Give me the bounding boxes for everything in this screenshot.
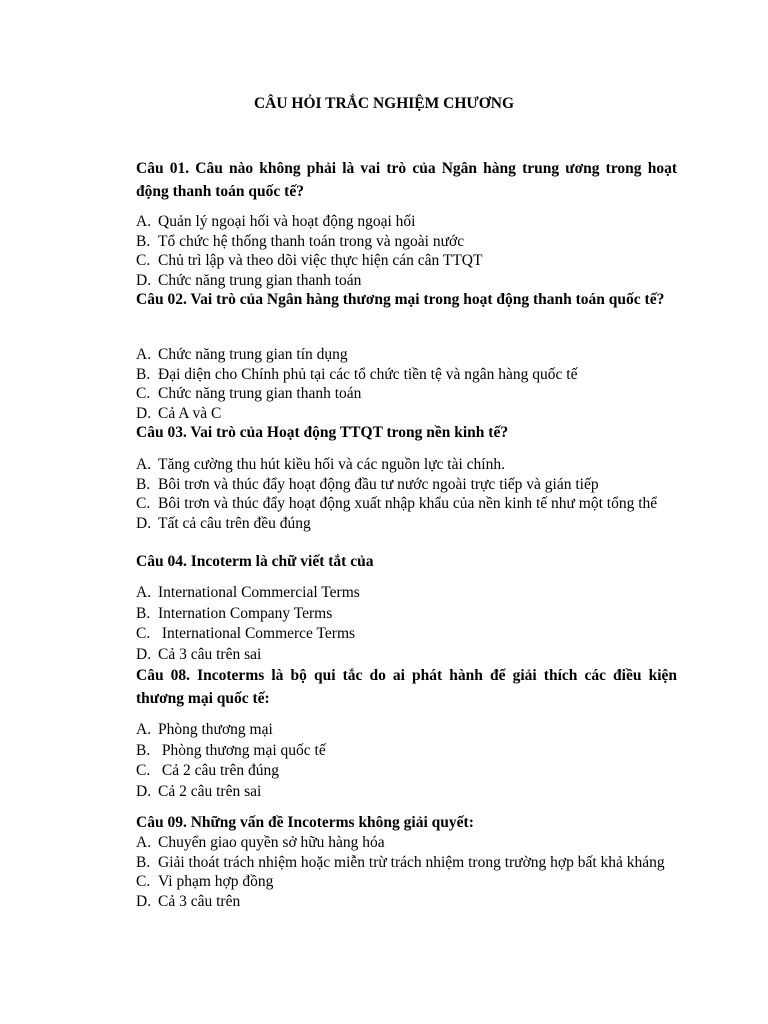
option-letter: B.: [136, 232, 151, 250]
option-text: International Commerce Terms: [158, 625, 356, 642]
option-c: [136, 494, 677, 514]
option-text: International Commercial Terms: [158, 584, 360, 601]
option-letter: C.: [136, 762, 151, 779]
option-letter: C.: [136, 873, 151, 890]
option-letter: B.: [136, 604, 151, 622]
question-01-options: [136, 212, 677, 290]
option-text: Internation Company Terms: [158, 604, 333, 622]
option-letter: A.: [136, 584, 152, 601]
option-b: [136, 475, 677, 495]
option-a: [136, 345, 677, 365]
option-letter: C.: [136, 495, 151, 512]
option-d: [136, 514, 677, 534]
option-c: [136, 251, 677, 271]
option-letter: C.: [136, 625, 151, 642]
option-text: Cả A và C: [158, 404, 222, 422]
question-02: Câu 02. Vai trò của Ngân hàng thương mại trong hoạt động thanh toán quốc tế?: [136, 291, 665, 308]
option-text: Chức năng trung gian thanh toán: [158, 385, 362, 402]
option-a: [136, 212, 677, 232]
option-text: Đại diện cho Chính phủ tại các tổ chức tiền tệ và ngân hàng quốc tế: [158, 365, 578, 383]
option-letter: B.: [136, 475, 151, 493]
option-text: Chức năng trung gian tín dụng: [158, 346, 348, 363]
option-a: [136, 455, 677, 475]
option-a: [136, 583, 677, 604]
option-b: [136, 741, 677, 762]
option-text: Phòng thương mại: [158, 721, 273, 738]
question-09: Câu 09. Những vấn đề Incoterms không giải quyết:: [136, 814, 474, 831]
option-text: Cả 2 câu trên sai: [158, 782, 262, 800]
option-b: [136, 365, 677, 385]
option-d: [136, 782, 677, 803]
option-letter: D.: [136, 645, 152, 663]
option-letter: A.: [136, 213, 152, 230]
document-title: CÂU HỎI TRẮC NGHIỆM CHƯƠNG: [253, 95, 515, 112]
option-c: [136, 872, 677, 892]
option-letter: C.: [136, 385, 151, 402]
option-letter: D.: [136, 404, 152, 422]
option-b: [136, 853, 677, 873]
option-letter: D.: [136, 892, 152, 910]
option-c: [136, 384, 677, 404]
question-02-options: [136, 345, 677, 423]
question-08: Câu 08. Incoterms là bộ qui tắc do ai phát hành để giải thích các điều kiện thương mại quốc tế:: [136, 667, 677, 707]
option-letter: B.: [136, 853, 151, 871]
option-text: Chức năng trung gian thanh toán: [158, 271, 362, 289]
option-b: [136, 604, 677, 625]
option-c: [136, 761, 677, 782]
option-text: Tất cả câu trên đều đúng: [158, 514, 311, 532]
option-text: Chuyển giao quyền sở hữu hàng hóa: [158, 834, 385, 851]
question-03: Câu 03. Vai trò của Hoạt động TTQT trong nền kinh tế?: [136, 424, 509, 441]
option-c: [136, 624, 677, 645]
option-b: [136, 232, 677, 252]
question-09-options: [136, 833, 677, 911]
option-text: Bôi trơn và thúc đẩy hoạt động xuất nhập khẩu của nền kinh tế như một tổng thể: [158, 495, 658, 512]
option-letter: A.: [136, 456, 152, 473]
option-text: Bôi trơn và thúc đẩy hoạt động đầu tư nước ngoài trực tiếp và gián tiếp: [158, 475, 599, 493]
question-04-options: [136, 583, 677, 665]
option-text: Cả 3 câu trên sai: [158, 645, 262, 663]
option-letter: A.: [136, 721, 152, 738]
question-08-options: [136, 720, 677, 802]
option-a: [136, 833, 677, 853]
option-a: [136, 720, 677, 741]
option-text: Vi phạm hợp đồng: [158, 873, 274, 890]
option-letter: A.: [136, 346, 152, 363]
option-d: [136, 645, 677, 666]
option-text: Quản lý ngoại hối và hoạt động ngoại hối: [158, 213, 416, 230]
option-letter: D.: [136, 782, 152, 800]
option-text: Chủ trì lập và theo dõi việc thực hiện cán cân TTQT: [158, 252, 483, 269]
option-letter: A.: [136, 834, 152, 851]
option-text: Tăng cường thu hút kiều hối và các nguồn lực tài chính.: [158, 456, 505, 473]
option-letter: B.: [136, 365, 151, 383]
question-03-options: [136, 455, 677, 533]
option-letter: D.: [136, 271, 152, 289]
question-01: Câu 01. Câu nào không phải là vai trò của Ngân hàng trung ương trong hoạt động thanh toán quốc tế?: [136, 160, 677, 200]
option-text: Phòng thương mại quốc tế: [158, 741, 326, 759]
option-text: Giải thoát trách nhiệm hoặc miễn trừ trách nhiệm trong trường hợp bất khả kháng: [158, 853, 665, 871]
option-d: [136, 892, 677, 912]
option-letter: D.: [136, 514, 152, 532]
question-04: Câu 04. Incoterm là chữ viết tắt của: [136, 553, 374, 570]
option-text: Cả 3 câu trên: [158, 892, 241, 910]
option-text: Tổ chức hệ thống thanh toán trong và ngoài nước: [158, 232, 465, 250]
option-text: Cả 2 câu trên đúng: [158, 762, 279, 779]
option-letter: B.: [136, 741, 151, 759]
option-letter: C.: [136, 252, 151, 269]
